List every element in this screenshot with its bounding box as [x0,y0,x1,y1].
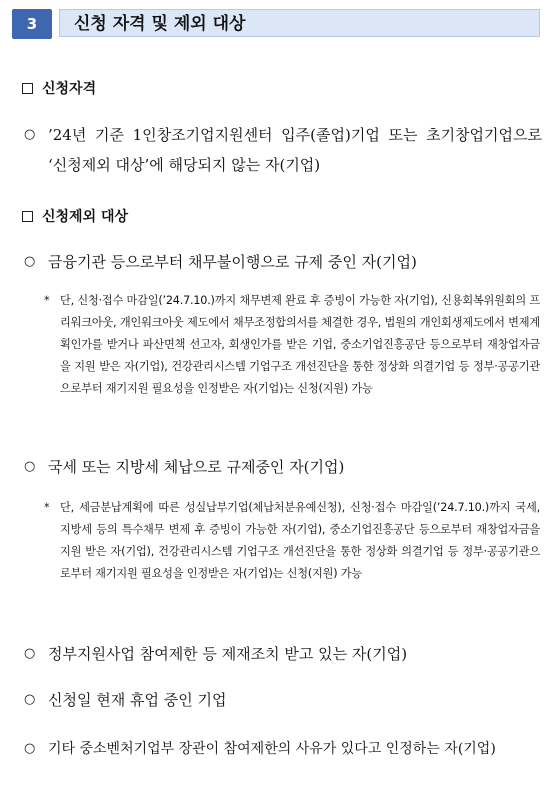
note [44,497,540,585]
subsection-title: 신청제외 대상 [42,209,129,225]
list-item-text: 기타 중소벤처기업부 장관이 참여제한의 사유가 있다고 인정하는 자(기업) [48,741,496,757]
square-bullet-icon [22,83,33,94]
section-header [12,9,542,39]
circle-bullet-icon: ○ [24,692,36,707]
circle-bullet-icon: ○ [24,127,36,142]
circle-bullet-icon: ○ [24,741,36,756]
note-text: 단, 세금분납계획에 따른 성실납부기업(체납처분유예신청), 신청·접수 마감일(’24.7.10.)까지 국세, 지방세 등의 특수채무 변제 후 증빙이 가능한 자(기업), 중소기업진흥공단 등으로부터 재창업자금을 지원 받은 자(기업), 건강관리시스템 기업구조 개선진단을 통한 정상화 의결기업 등 정부·공공기관으로부터 재기지원 필요성을 인정받은 자(기업)는 신청(지원) 가능 [60,501,540,580]
list-item-text: 금융기관 등으로부터 채무불이행으로 규제 중인 자(기업) [48,253,417,271]
subsection-title: 신청자격 [42,81,97,97]
subsection-eligibility [22,78,96,98]
list-item [24,685,542,715]
list-item-text: 정부지원사업 참여제한 등 제재조치 받고 있는 자(기업) [48,645,408,663]
list-item-text: 국세 또는 지방세 체납으로 규제중인 자(기업) [48,458,345,476]
list-item [24,452,542,482]
note-mark: * [44,294,50,307]
note-text: 단, 신청·접수 마감일(’24.7.10.)까지 채무변제 완료 후 증빙이 가능한 자(기업), 신용회복위원회의 프리워크아웃, 개인워크아웃 제도에서 채무조정합의서를 체결한 경우, 법원의 개인회생제도에서 변제계획인가를 받거나 파산면책 선고자, 회생인가를 받은 기업, 중소기업진흥공단 등으로부터 재창업자금을 지원 받은 자(기업), 건강관리시스템 기업구조 개선진단을 통한 정상화 의결기업 등 정부·공공기관으로부터 재기지원 필요성을 인정받은 자(기업)는 신청(지원) 가능 [60,294,540,395]
list-item [24,120,542,180]
section-title: 신청 자격 및 제외 대상 [59,9,540,37]
note-mark: * [44,501,50,514]
circle-bullet-icon: ○ [24,254,36,269]
list-item-text: ’24년 기준 1인창조기업지원센터 입주(졸업)기업 또는 초기창업기업으로 ‘신청제외 대상’에 해당되지 않는 자(기업) [48,126,542,174]
list-item-text: 신청일 현재 휴업 중인 기업 [48,691,227,709]
circle-bullet-icon: ○ [24,459,36,474]
square-bullet-icon [22,211,33,222]
section-number: 3 [12,9,52,39]
list-item [24,734,542,764]
circle-bullet-icon: ○ [24,646,36,661]
list-item [24,639,542,669]
list-item [24,247,542,277]
note [44,290,540,400]
subsection-exclusions [22,206,128,226]
